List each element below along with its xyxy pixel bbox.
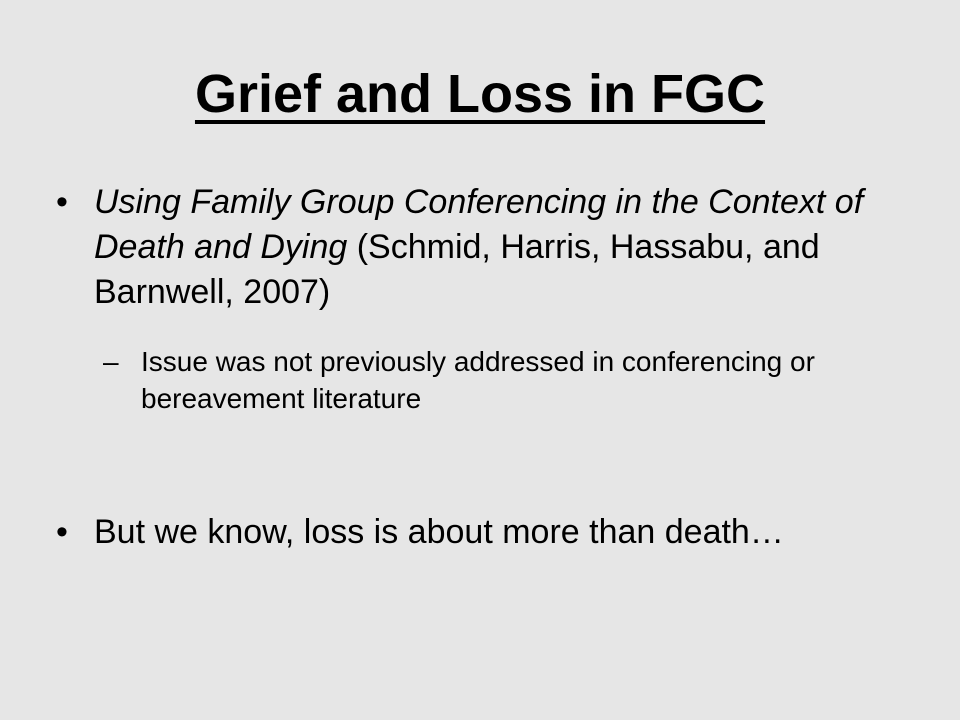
slide-title: Grief and Loss in FGC — [194, 64, 766, 124]
bullet-marker: • — [56, 513, 68, 551]
sub-bullet-item — [103, 343, 903, 417]
bullet-item-2 — [56, 510, 916, 555]
bullet-text: But we know, loss is about more than death… — [94, 513, 784, 551]
sub-bullet-text: Issue was not previously addressed in conferencing or bereavement literature — [141, 346, 815, 414]
bullet-item-1 — [56, 180, 916, 315]
cited-work-title: Using Family Group Conferencing in the Context of Death and Dying — [94, 183, 864, 266]
citation: (Schmid, Harris, Hassabu, and Barnwell, 2007) — [94, 228, 820, 311]
bullet-marker: • — [56, 183, 68, 221]
bullet-text — [56, 180, 916, 315]
sub-bullet-marker: – — [103, 346, 119, 377]
